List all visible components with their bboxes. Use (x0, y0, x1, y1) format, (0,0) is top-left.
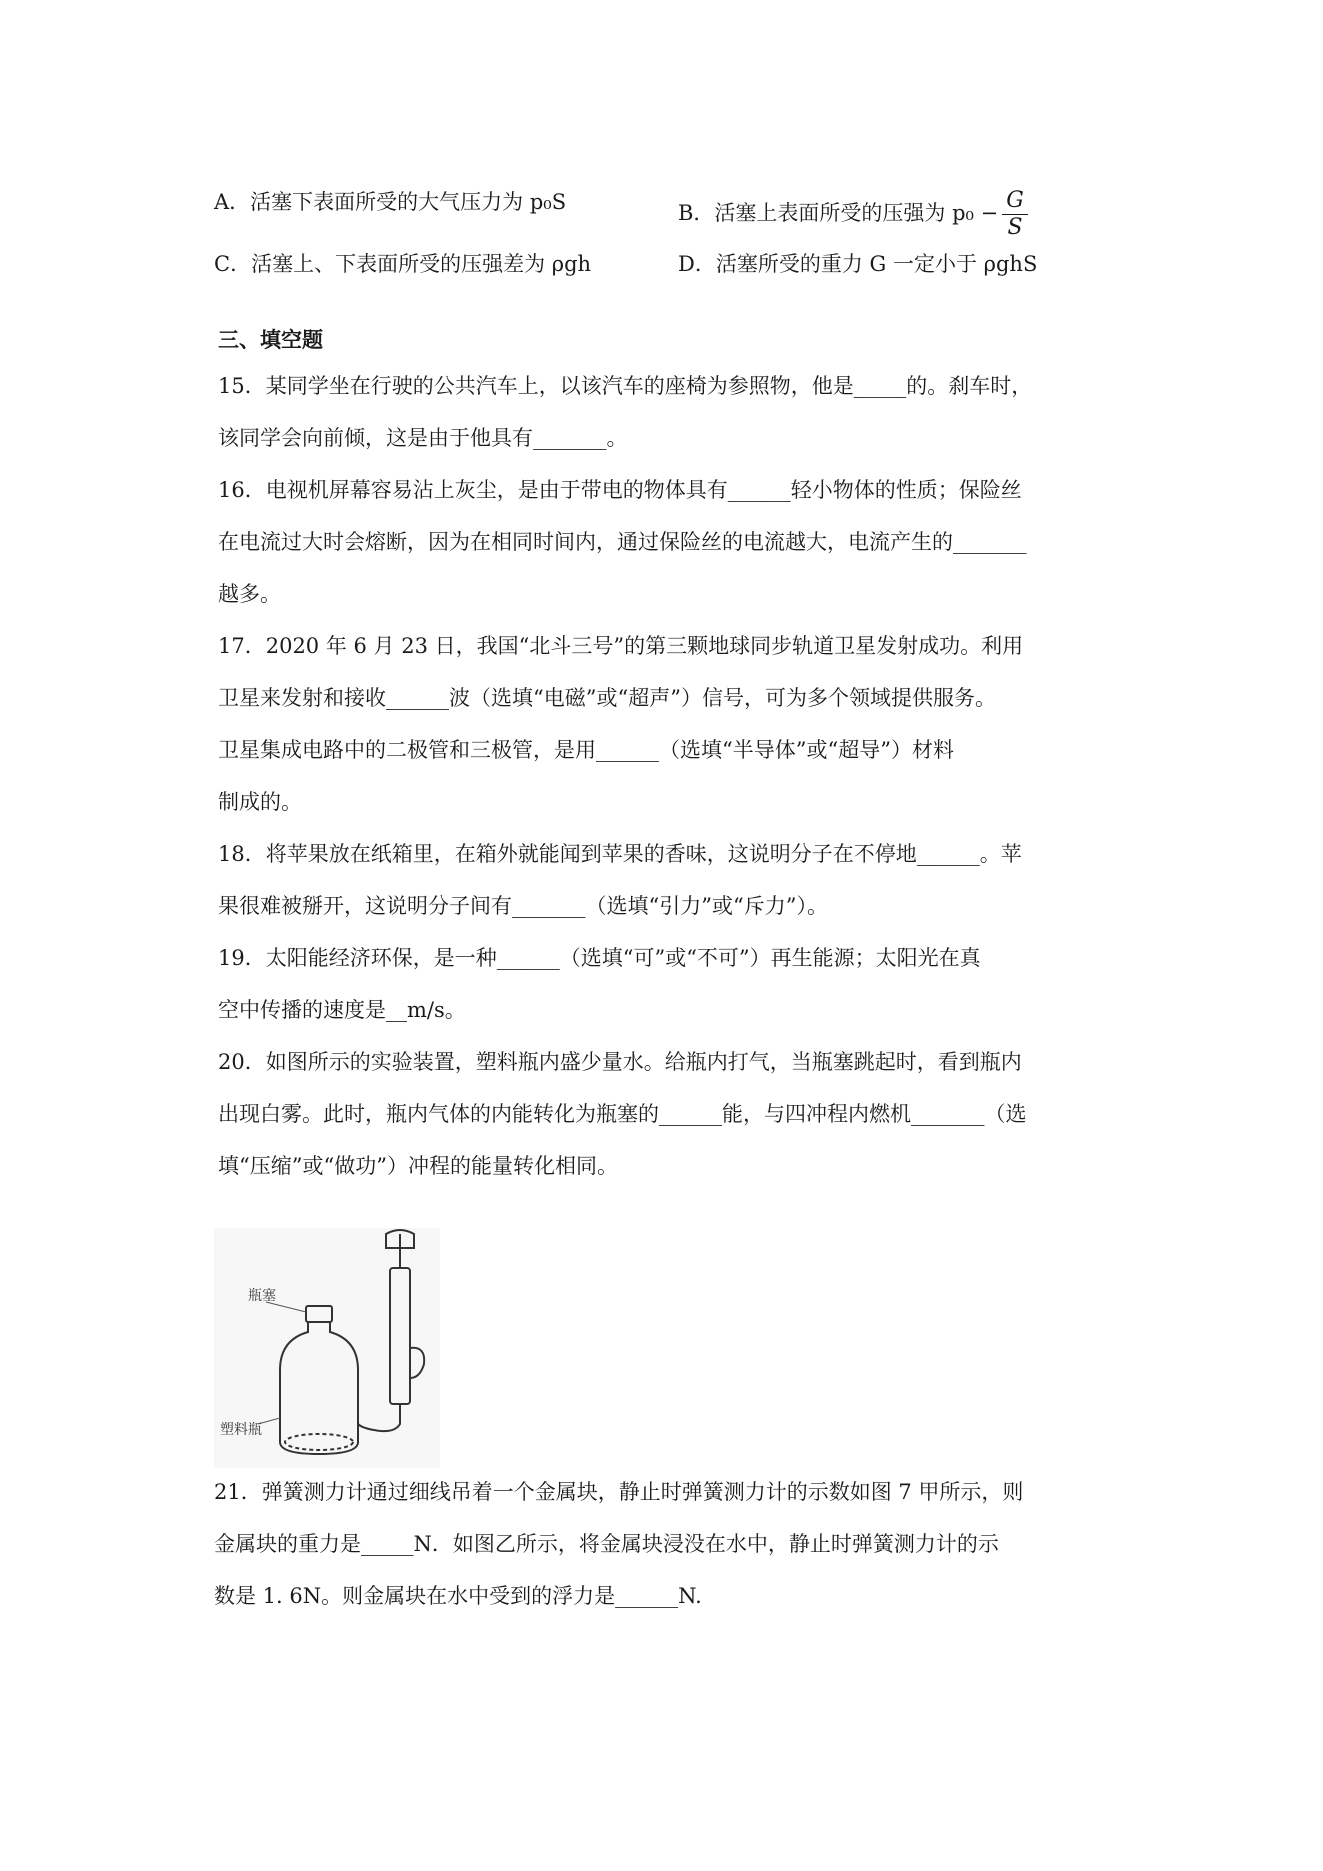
q17-line-1: 17．2020 年 6 月 23 日，我国“北斗三号”的第三颗地球同步轨道卫星发射成功。利用 (218, 634, 1024, 658)
fraction-denominator: S (1007, 215, 1023, 240)
label-stopper: 瓶塞 (248, 1288, 276, 1304)
q20-line-1: 20．如图所示的实验装置，塑料瓶内盛少量水。给瓶内打气，当瓶塞跳起时，看到瓶内 (218, 1050, 1022, 1074)
option-b-text: B．活塞上表面所受的压强为 p₀ − (678, 201, 999, 225)
option-c: C．活塞上、下表面所受的压强差为 ρgh (214, 252, 592, 276)
q15-line-1: 15．某同学坐在行驶的公共汽车上，以该汽车的座椅为参照物，他是_____的。刹车时， (218, 374, 1033, 398)
q21-line-1: 21．弹簧测力计通过细线吊着一个金属块，静止时弹簧测力计的示数如图 7 甲所示，则 (214, 1480, 1024, 1504)
label-bottle: 塑料瓶 (220, 1422, 262, 1438)
option-b (678, 188, 1028, 241)
q20-line-3: 填“压缩”或“做功”）冲程的能量转化相同。 (218, 1154, 618, 1178)
option-a: A．活塞下表面所受的大气压力为 p₀S (214, 190, 567, 214)
option-d: D．活塞所受的重力 G 一定小于 ρghS (678, 252, 1038, 276)
section-title: 三、填空题 (218, 328, 323, 352)
q18-line-2: 果很难被掰开，这说明分子间有_______（选填“引力”或“斥力”）。 (218, 894, 828, 918)
q16-line-1: 16．电视机屏幕容易沾上灰尘，是由于带电的物体具有______轻小物体的性质；保险丝 (218, 478, 1022, 502)
q19-line-1: 19．太阳能经济环保，是一种______（选填“可”或“不可”）再生能源；太阳光在真 (218, 946, 981, 970)
q16-line-2: 在电流过大时会熔断，因为在相同时间内，通过保险丝的电流越大，电流产生的_______ (218, 530, 1027, 554)
q16-line-3: 越多。 (218, 582, 281, 606)
bottle-pump-figure (214, 1228, 440, 1468)
q15-line-2: 该同学会向前倾，这是由于他具有_______。 (218, 426, 628, 450)
fraction-g-over-s (1002, 188, 1028, 241)
q18-line-1: 18．将苹果放在纸箱里，在箱外就能闻到苹果的香味，这说明分子在不停地______。苹 (218, 842, 1022, 866)
q17-line-4: 制成的。 (218, 790, 302, 814)
q21-line-2: 金属块的重力是_____N．如图乙所示，将金属块浸没在水中，静止时弹簧测力计的示 (214, 1532, 999, 1556)
q20-line-2: 出现白雾。此时，瓶内气体的内能转化为瓶塞的______能，与四冲程内燃机_______（选 (218, 1102, 1027, 1126)
q21-line-3: 数是 1. 6N。则金属块在水中受到的浮力是______N. (214, 1584, 702, 1608)
fraction-numerator: G (1002, 188, 1028, 215)
q17-line-2: 卫星来发射和接收______波（选填“电磁”或“超声”）信号，可为多个领域提供服务。 (218, 686, 996, 710)
q17-line-3: 卫星集成电路中的二极管和三极管，是用______（选填“半导体”或“超导”）材料 (218, 738, 954, 762)
q19-line-2: 空中传播的速度是__m/s。 (218, 998, 466, 1022)
